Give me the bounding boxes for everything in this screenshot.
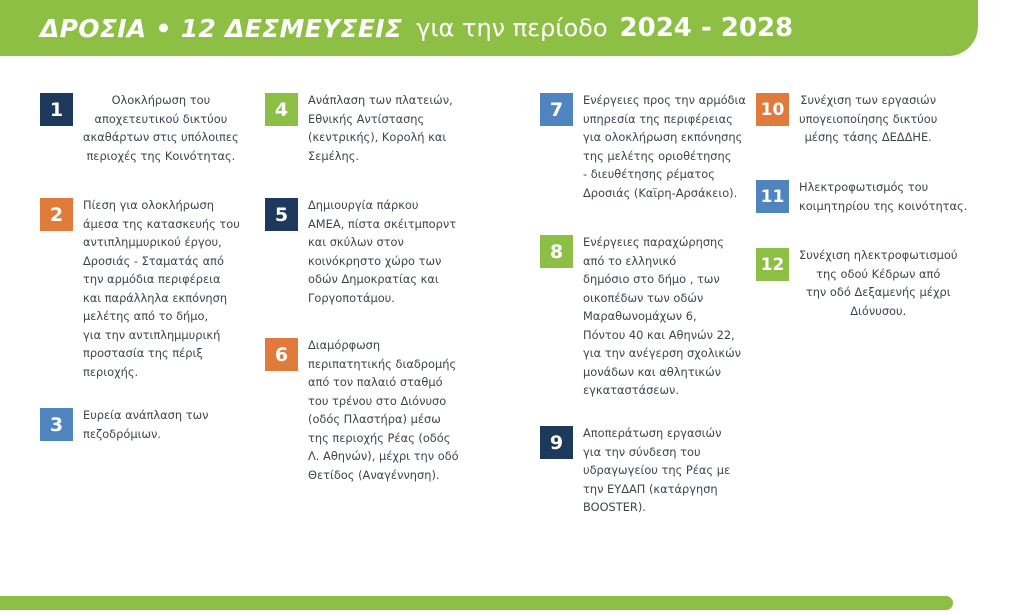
commitment-item-1	[40, 91, 239, 165]
commitment-text: Ενέργειες προς την αρμόδια υπηρεσία της περιφέρειας για ολοκλήρωση εκπόνησης της μελέτης οριοθέτησης - διευθέτησης ρέματος Δροσιάς (Καϊρη-Αρσάκειο).	[583, 93, 746, 200]
commitment-item-4	[265, 91, 453, 165]
commitment-text: Αποπεράτωση εργασιών για την σύνδεση του υδραγωγείου της Ρέας με την ΕΥΔΑΠ (κατάργηση BOOSTER).	[583, 426, 731, 514]
commitment-text: Ενέργειες παραχώρησης από το ελληνικό δημόσιο στο δήμο , των οικοπέδων των οδών Μαραθωνομάχων 6, Πόντου 40 και Αθηνών 22, για την ανέγερση σχολικών μονάδων και αθλητικών εγκαταστάσεων.	[583, 235, 741, 397]
number-badge: 2	[40, 198, 73, 231]
commitment-text: Συνέχιση των εργασιών υπογειοποίησης δικτύου μέσης τάσης ΔΕΔΔΗΕ.	[799, 93, 938, 144]
commitment-item-6	[265, 336, 459, 484]
number-badge: 12	[756, 248, 789, 281]
commitment-text: Διαμόρφωση περιπατητικής διαδρομής από τον παλαιό σταθμό του τρένου στο Διόνυσο (οδός Πλαστήρα) μέσω της περιοχής Ρέας (οδός Λ. Αθηνών), μέχρι την οδό Θετίδος (Αναγέννηση).	[308, 338, 459, 482]
number-badge: 7	[540, 93, 573, 126]
banner-title: ΔΡΟΣΙΑ • 12 ΔΕΣΜΕΥΣΕΙΣ	[40, 13, 403, 43]
banner-period-label: για την περίοδο	[416, 14, 608, 42]
number-badge: 11	[756, 180, 789, 213]
commitment-text: Πίεση για ολοκλήρωση άμεσα της κατασκευής του αντιπλημμυρικού έργου, Δροσιάς - Σταματάς από την αρμόδια περιφέρεια και παράλληλα εκπόνηση μελέτης από το δήμο, για την αντιπλημμυρική προστασία της πέριξ περιοχής.	[83, 198, 240, 379]
number-badge: 8	[540, 235, 573, 268]
commitment-text: Ολοκλήρωση του αποχετευτικού δικτύου ακαθάρτων στις υπόλοιπες περιοχές της Κοινότητας.	[83, 93, 239, 163]
commitment-item-7	[540, 91, 746, 202]
commitment-item-5	[265, 196, 456, 307]
commitment-item-12	[756, 246, 957, 320]
banner-years: 2024 - 2028	[619, 13, 794, 43]
number-badge: 10	[756, 93, 789, 126]
number-badge: 1	[40, 93, 73, 126]
commitment-item-9	[540, 424, 730, 517]
commitment-text: Ηλεκτροφωτισμός του κοιμητηρίου της κοινότητας.	[799, 180, 968, 213]
number-badge: 5	[265, 198, 298, 231]
number-badge: 6	[265, 338, 298, 371]
number-badge: 9	[540, 426, 573, 459]
number-badge: 3	[40, 408, 73, 441]
commitment-text: Ευρεία ανάπλαση των πεζοδρόμιων.	[83, 408, 209, 441]
commitment-text: Ανάπλαση των πλατειών, Εθνικής Αντίστασης (κεντρικής), Κορολή και Σεμέλης.	[308, 93, 453, 163]
header-banner	[0, 0, 978, 56]
number-badge: 4	[265, 93, 298, 126]
commitment-item-10	[756, 91, 937, 147]
commitment-text: Συνέχιση ηλεκτροφωτισμού της οδού Κέδρων από την οδό Δεξαμενής μέχρι Διόνυσου.	[799, 248, 958, 318]
commitment-item-3	[40, 406, 208, 443]
commitment-item-11	[756, 178, 967, 215]
commitment-item-2	[40, 196, 240, 381]
commitment-text: Δημιουργία πάρκου ΑΜΕΑ, πίστα σκέιτμπορντ και σκύλων στον κοινόκρηστο χώρο των οδών Δημοκρατίας και Γοργοποτάμου.	[308, 198, 457, 305]
commitment-item-8	[540, 233, 741, 400]
footer-bar	[0, 596, 953, 610]
